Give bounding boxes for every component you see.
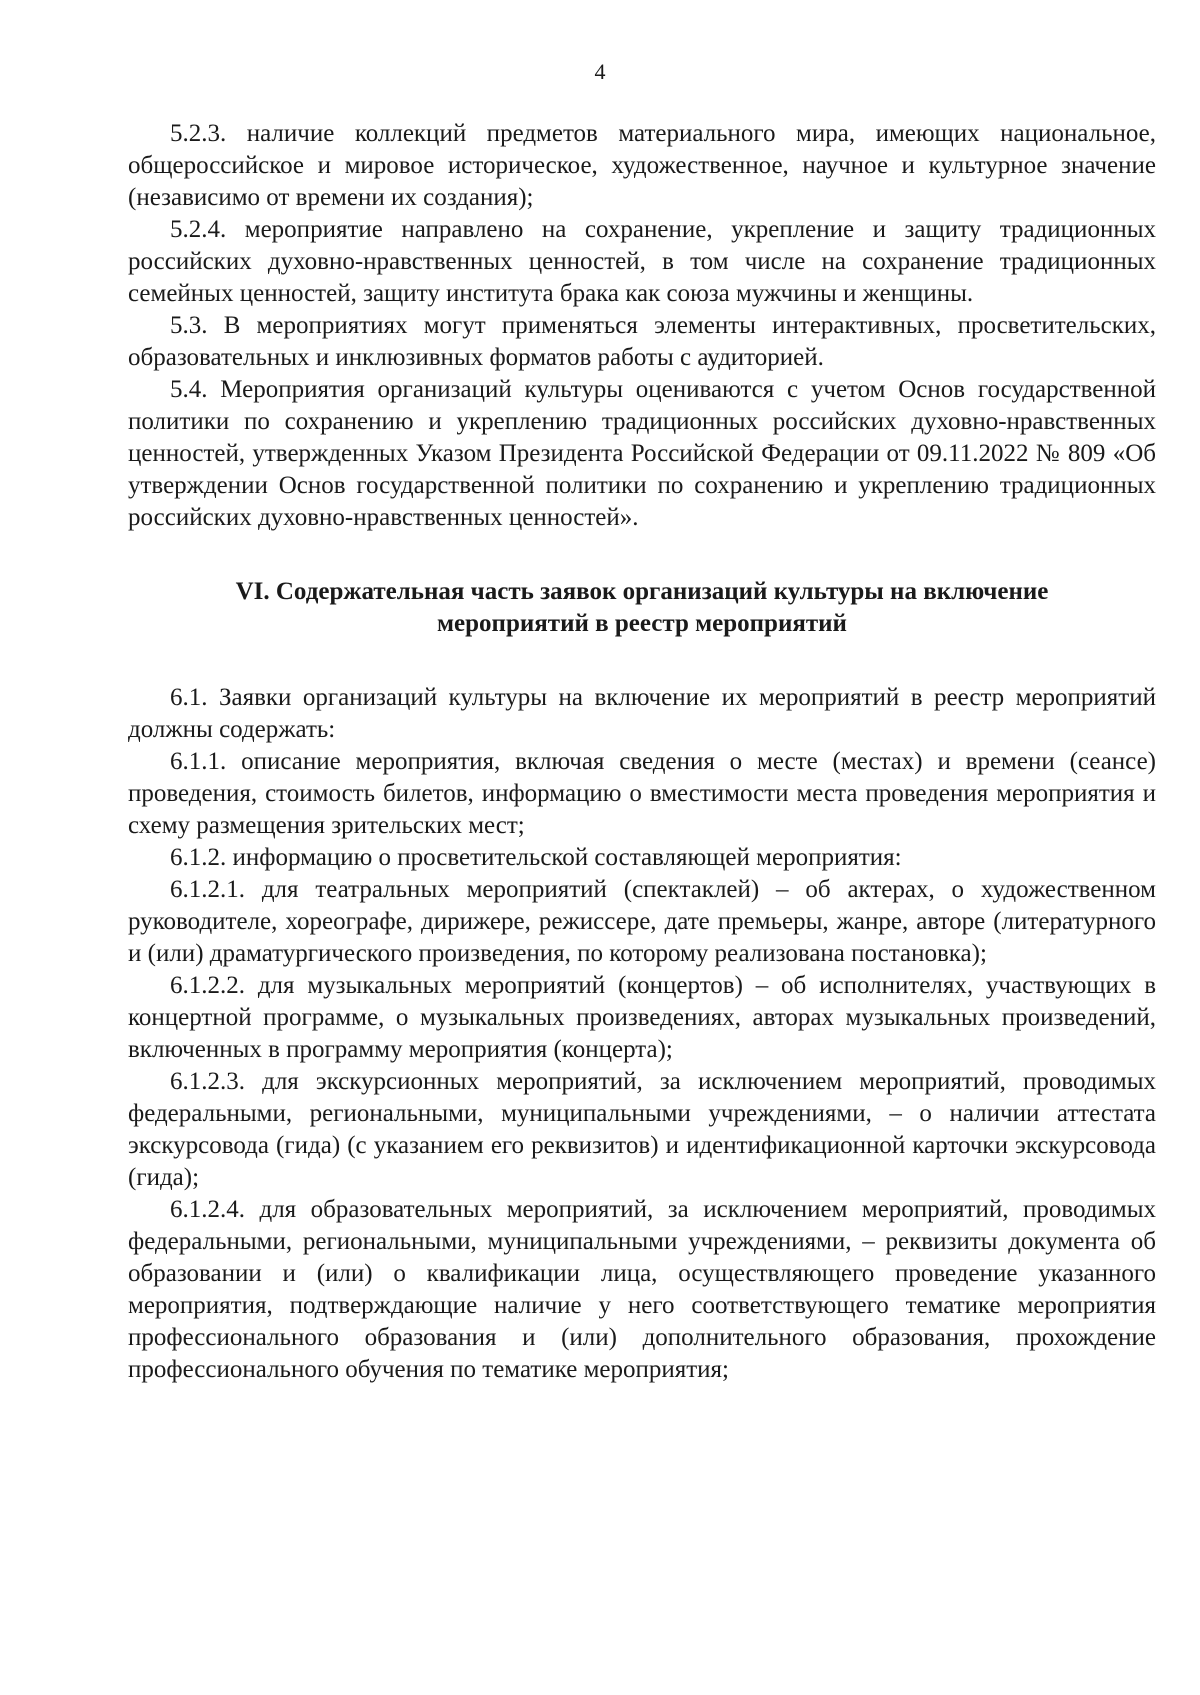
paragraph-6-1-2: 6.1.2. информацию о просветительской составляющей мероприятия: [170,844,902,871]
paragraph-6-1-1: 6.1.1. описание мероприятия, включая сведения о месте (местах) и времени (сеансе) проведения, стоимость билетов, информацию о вместимости места проведения мероприятия и схему размещения зрительских мест; [128,748,1156,839]
page-number: 4 [594,59,606,84]
paragraph-5-2-3: 5.2.3. наличие коллекций предметов материального мира, имеющих национальное, общероссийское и мировое историческое, художественное, научное и культурное значение (независимо от времени их создания); [128,120,1156,211]
document-body [128,118,1156,1386]
paragraph-6-1-2-2: 6.1.2.2. для музыкальных мероприятий (концертов) – об исполнителях, участвующих в концертной программе, о музыкальных произведениях, авторах музыкальных произведений, включенных в программу мероприятия (концерта); [128,972,1156,1063]
section-heading: VI. Содержательная часть заявок организаций культуры на включение мероприятий в реестр мероприятий [235,578,1049,637]
paragraph-6-1-2-3: 6.1.2.3. для экскурсионных мероприятий, за исключением мероприятий, проводимых федеральными, региональными, муниципальными учреждениями, – о наличии аттестата экскурсовода (гида) (с указанием его реквизитов) и идентификационной карточки экскурсовода (гида); [128,1068,1156,1191]
paragraph-5-2-4: 5.2.4. мероприятие направлено на сохранение, укрепление и защиту традиционных российских духовно-нравственных ценностей, в том числе на сохранение традиционных семейных ценностей, защиту института брака как союза мужчины и женщины. [128,216,1156,307]
paragraph-6-1-2-1: 6.1.2.1. для театральных мероприятий (спектаклей) – об актерах, о художественном руководителе, хореографе, дирижере, режиссере, дате премьеры, жанре, авторе (литературного и (или) драматургического произведения, по которому реализована постановка); [128,876,1156,967]
paragraph-5-4: 5.4. Мероприятия организаций культуры оцениваются с учетом Основ государственной политики по сохранению и укреплению традиционных российских духовно-нравственных ценностей, утвержденных Указом Президента Российской Федерации от 09.11.2022 № 809 «Об утверждении Основ государственной политики по сохранению и укреплению традиционных российских духовно-нравственных ценностей». [128,376,1156,531]
paragraph-6-1-2-4: 6.1.2.4. для образовательных мероприятий, за исключением мероприятий, проводимых федеральными, региональными, муниципальными учреждениями, – реквизиты документа об образовании и (или) о квалификации лица, осуществляющего проведение указанного мероприятия, подтверждающие наличие у него соответствующего тематике мероприятия профессионального образования и (или) дополнительного образования, прохождение профессионального обучения по тематике мероприятия; [128,1196,1156,1383]
paragraph-6-1: 6.1. Заявки организаций культуры на включение их мероприятий в реестр мероприятий должны содержать: [128,684,1156,743]
paragraph-5-3: 5.3. В мероприятиях могут применяться элементы интерактивных, просветительских, образовательных и инклюзивных форматов работы с аудиторией. [128,312,1156,371]
